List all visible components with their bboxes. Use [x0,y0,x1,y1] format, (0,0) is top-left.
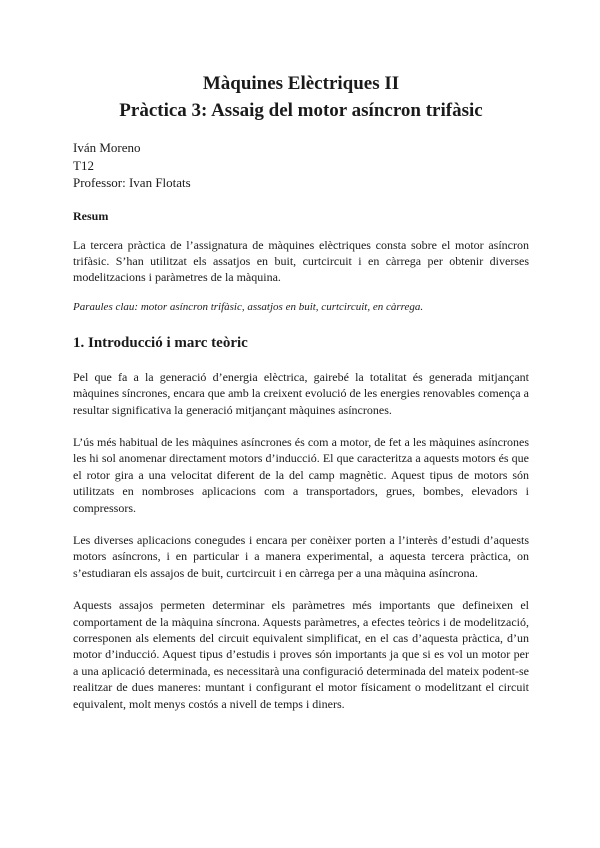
author-professor: Professor: Ivan Flotats [73,175,191,190]
author-group: T12 [73,157,94,173]
paragraph: Les diverses aplicacions conegudes i encara per conèixer porten a l’interès d’estudi d’aquests motors asíncrons, i en particular i a manera experimental, a aquesta tercera pràctica, on s’estudiaran els assajos de buit, curtcircuit i en càrrega per a una màquina asíncrona. [73,532,529,580]
author-block [73,139,529,192]
paragraph: Aquests assajos permeten determinar els paràmetres més importants que defineixen el comportament de la màquina síncrona. Aquests paràmetres, a efectes teòrics i de modelització, corresponen als elements del circuit equivalent simplificat, en el cas d’aquesta pràctica, d’un motor d’inducció. Aquest tipus d’estudis i proves són importants ja que si es vol un motor per a una aplicació determinada, es necessitarà una configuració determinada del mateix podent-se realitzar de dues maneres: muntant i configurant el motor físicament o modelitzant el circuit equivalent, molt menys costós a nivell de temps i diners. [73,598,529,711]
abstract-heading: Resum [73,208,109,223]
paragraph: Pel que fa a la generació d’energia elèctrica, gairebé la totalitat és generada mitjançant màquines síncrones, encara que amb la creixent evolució de les energies renovables comença a resultar significativa la generació mitjançant màquines asíncrones. [73,369,529,417]
author-name: Iván Moreno [73,140,141,155]
document-page [73,72,529,712]
keywords: Paraules clau: motor asíncron trifàsic, assatjos en buit, curtcircuit, en càrrega. [73,300,424,313]
document-subtitle: Pràctica 3: Assaig del motor asíncron trifàsic [119,100,483,121]
document-title: Màquines Elèctriques II [202,73,400,94]
abstract-text: La tercera pràctica de l’assignatura de màquines elèctriques consta sobre el motor asíncron trifàsic. S’han utilitzat els assatjos en buit, curtcircuit i en càrrega per obtenir diverses modelitzacions i paràmetres de la màquina. [73,237,529,285]
paragraph: L’ús més habitual de les màquines asíncrones és com a motor, de fet a les màquines asíncrones les hi sol anomenar directament motors d’inducció. El que caracteritza a aquests motors és que el rotor gira a una velocitat diferent de la del camp magnètic. Aquest tipus de motors són utilitzats en nombroses aplicacions com a transportadors, grues, bombes, elevadors i compressors. [73,434,529,515]
section-heading: 1. Introducció i marc teòric [73,334,248,351]
